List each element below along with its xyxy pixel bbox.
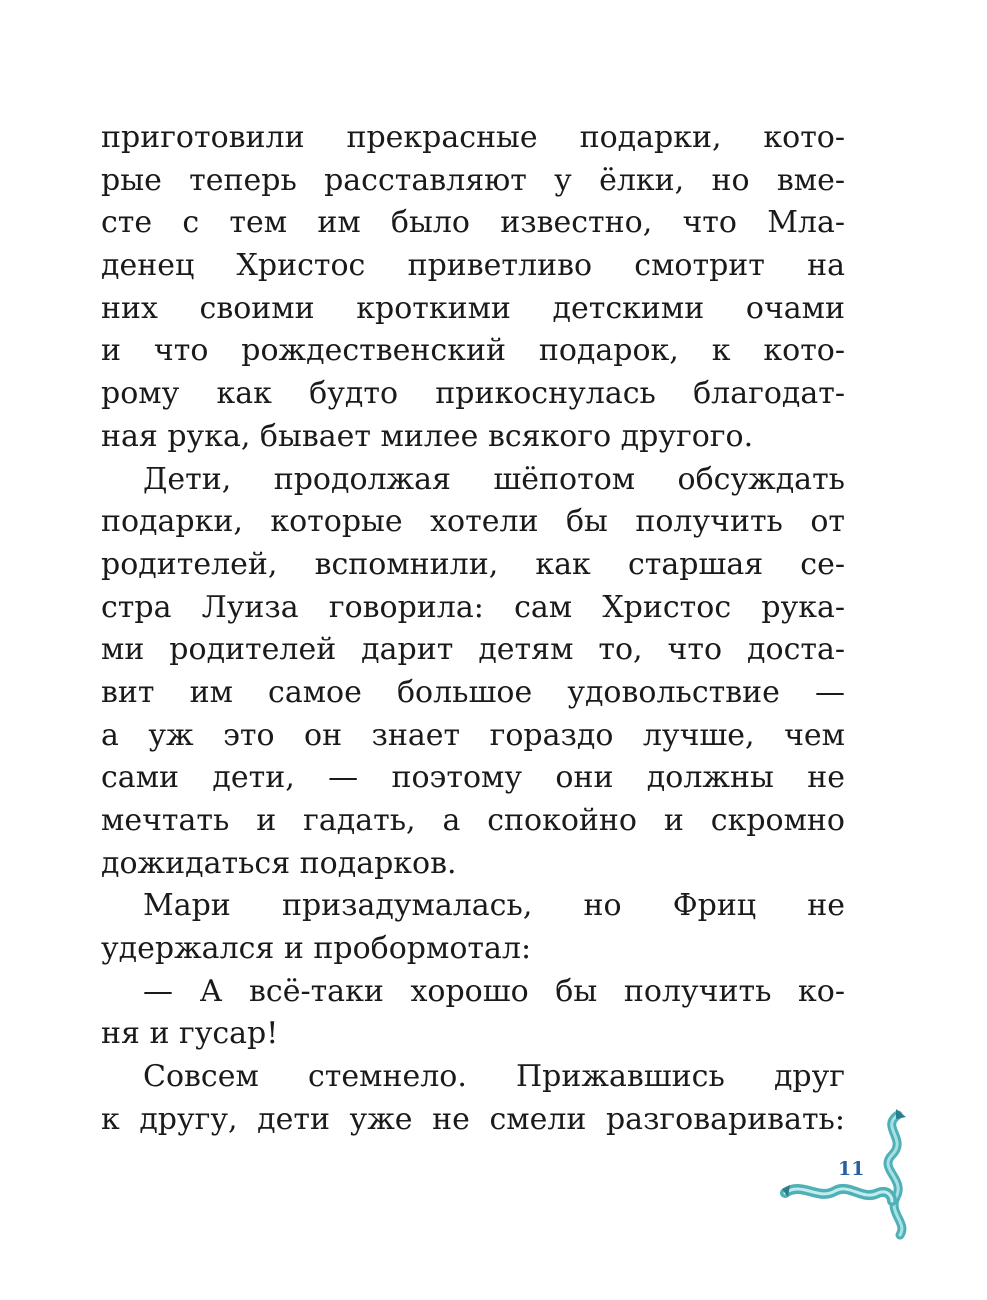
text-line: к другу, дети уже не смели разговаривать: [101, 1101, 845, 1137]
text-line: удержался и пробормотал: [101, 931, 532, 967]
text-line: дожидаться подарков. [101, 845, 457, 881]
text-line: вит им самое большое удовольствие — [101, 674, 845, 710]
text-line: рые теперь расставляют у ёлки, но вме- [101, 162, 845, 198]
text-line: рому как будто прикоснулась благодат- [101, 376, 845, 412]
text-line: ня и гусар! [101, 1016, 279, 1052]
text-line: мечтать и гадать, а спокойно и скромно [101, 803, 845, 838]
text-line: ми родителей дарит детям то, что доста- [101, 632, 845, 668]
text-line: стра Луиза говорила: сам Христос рука- [101, 589, 845, 625]
body-text [101, 117, 845, 1142]
text-line: Совсем стемнело. Прижавшись друг [143, 1059, 845, 1095]
text-line: родителей, вспомнили, как старшая се- [101, 546, 845, 582]
text-line: приготовили прекрасные подарки, кото- [101, 120, 845, 155]
text-line: них своими кроткими детскими очами [101, 290, 845, 326]
text-line: Мари призадумалась, но Фриц не [143, 888, 845, 924]
text-line: сами дети, — поэтому они должны не [101, 760, 845, 796]
text-line: ная рука, бывает милее всякого другого. [101, 418, 754, 454]
text-line: денец Христос приветливо смотрит на [101, 248, 845, 284]
text-line: подарки, которые хотели бы получить от [101, 504, 845, 540]
text-line: а уж это он знает гораздо лучше, чем [101, 717, 845, 753]
page-number: 11 [838, 1158, 865, 1180]
text-line: Дети, продолжая шёпотом обсуждать [143, 461, 845, 497]
text-line: и что рождественский подарок, к кото- [101, 333, 845, 369]
text-line: сте с тем им было известно, что Мла- [101, 205, 845, 241]
text-line: — А всё-таки хорошо бы получить ко- [143, 973, 845, 1009]
